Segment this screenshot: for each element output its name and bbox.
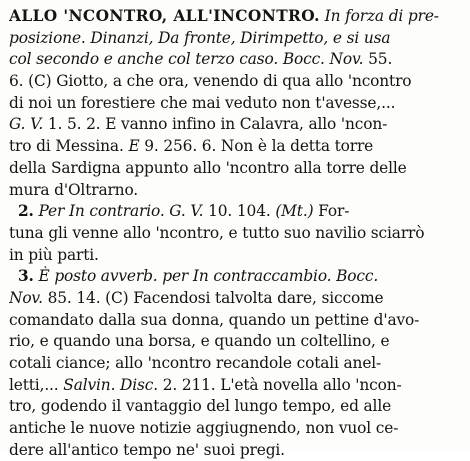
text-run: antiche le nuove notizie aggiugnendo, non vuol ce- xyxy=(9,419,399,438)
text-run: 55. xyxy=(363,50,393,69)
entry-line xyxy=(9,310,461,332)
text-run: For- xyxy=(313,202,350,221)
text-run: tuna gli venne allo 'ncontro, e tutto suo navilio sciarrò xyxy=(9,223,425,242)
text-run: comandato dalla sua donna, quando un pettine d'avo- xyxy=(9,310,420,329)
text-run: dere all'antico tempo ne' suoi pregi. xyxy=(9,440,285,459)
entry-line xyxy=(9,331,461,353)
entry-line xyxy=(9,6,461,28)
entry-line xyxy=(9,136,461,158)
text-run: 1. 5. 2. E vanno infino in Calavra, allo 'ncon- xyxy=(43,115,388,134)
entry-line xyxy=(9,288,461,310)
citation: Salvin. Disc. xyxy=(63,375,158,394)
entry-line xyxy=(9,93,461,115)
text-run: 10. 104. xyxy=(203,202,276,221)
text-run: col secondo e anche col terzo caso. Bocc. Nov. xyxy=(9,50,364,69)
text-run: mura d'Oltrarno. xyxy=(9,180,139,199)
text-run: Per In contrario. G. V. xyxy=(33,202,204,221)
dictionary-entry xyxy=(9,6,461,461)
entry-line xyxy=(9,49,461,71)
text-run: cotali ciance; allo 'ncontro recandole cotali anel- xyxy=(9,354,382,372)
text-run: tro di Messina. xyxy=(9,137,129,156)
entry-line xyxy=(9,223,461,245)
text-run: In forza di pre- xyxy=(319,7,439,25)
text-run: posizione. Dinanzi, Da fronte, Dirimpetto, e si usa xyxy=(9,28,391,47)
citation: E xyxy=(128,137,140,156)
entry-line xyxy=(9,375,461,397)
text-run: (Mt.) xyxy=(275,202,314,221)
text-run: 2. 211. L'età novella allo 'ncon- xyxy=(157,375,402,394)
text-run: rio, e quando una borsa, e quando un coltellino, e xyxy=(9,332,390,351)
entry-line xyxy=(9,114,461,136)
text-run: 85. 14. (C) Facendosi talvolta dare, siccome xyxy=(42,288,384,307)
entry-line xyxy=(9,440,461,461)
citation: G. V. xyxy=(9,115,44,134)
text-run: tro, godendo il vantaggio del lungo tempo, ed alle xyxy=(9,397,392,416)
sense-number: 3. xyxy=(18,267,34,286)
text-run: in più parti. xyxy=(9,245,99,264)
entry-line xyxy=(9,180,461,202)
entry-line xyxy=(9,158,461,180)
headword: ALLO 'NCONTRO, ALL'INCONTRO. xyxy=(9,7,320,25)
text-run: È posto avverb. per In contraccambio. Bocc. xyxy=(33,267,379,286)
citation: Nov. xyxy=(9,288,43,307)
text-run: 9. 256. 6. Non è la detta torre xyxy=(139,137,374,156)
text-run: letti,... xyxy=(9,375,64,394)
entry-line xyxy=(9,71,461,93)
entry-line xyxy=(9,353,461,375)
entry-line xyxy=(9,396,461,418)
text-run: 6. (C) Giotto, a che ora, venendo di qua allo 'ncontro xyxy=(9,72,412,91)
entry-line xyxy=(9,418,461,440)
entry-line xyxy=(9,266,461,288)
sense-number: 2. xyxy=(18,202,34,221)
entry-line xyxy=(9,201,461,223)
text-run: di noi un forestiere che mai veduto non t'avesse,... xyxy=(9,93,396,112)
entry-line xyxy=(9,28,461,50)
entry-line xyxy=(9,245,461,267)
text-run: della Sardigna appunto allo 'ncontro alla torre delle xyxy=(9,158,407,177)
